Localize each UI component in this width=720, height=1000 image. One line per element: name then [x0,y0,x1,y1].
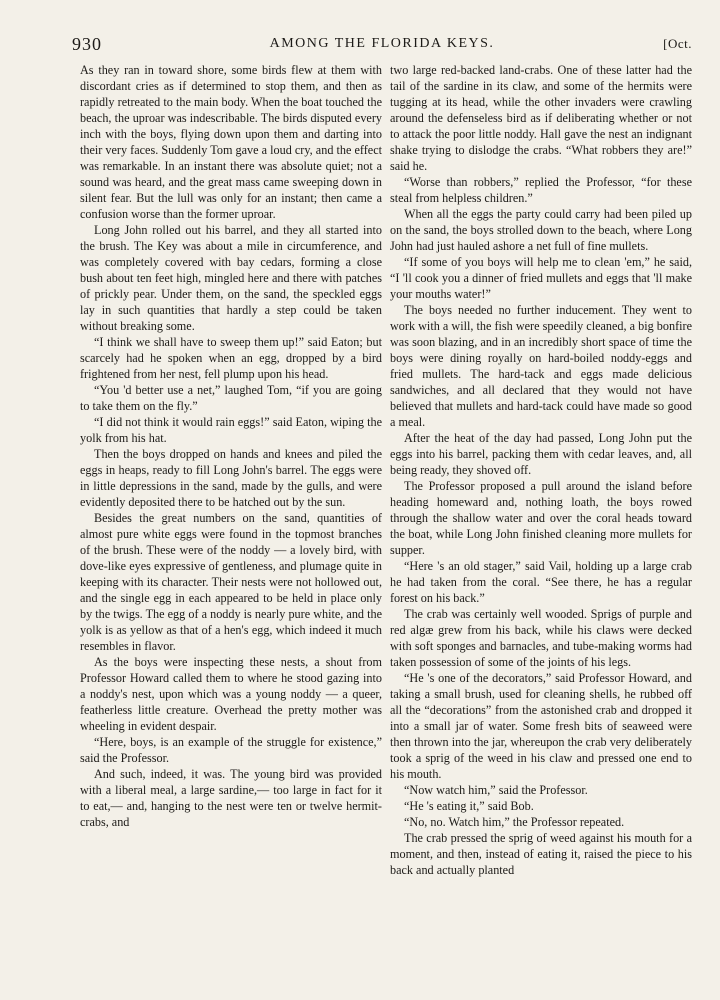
paragraph: “Here, boys, is an example of the struggle for existence,” said the Professor. [80,735,382,765]
right-column [390,62,692,878]
paragraph: Then the boys dropped on hands and knees and piled the eggs in heaps, ready to fill Long John's barrel. The eggs were in little depressions in the sand, made by the gulls, and were evidently deposited there to be hatched out by the sun. [80,447,382,509]
running-title: AMONG THE FLORIDA KEYS. [269,36,495,51]
paragraph: “If some of you boys will help me to clean 'em,” he said, “I 'll cook you a dinner of fried mullets and eggs that 'll make your mouths water!” [390,255,692,301]
paragraph: The crab pressed the sprig of weed against his mouth for a moment, and then, instead of eating it, raised the piece to his back and actually planted [390,831,692,877]
paragraph: “You 'd better use a net,” laughed Tom, “if you are going to take them on the fly.” [80,383,382,413]
paragraph: “Here 's an old stager,” said Vail, holding up a large crab he had taken from the coral. “See there, he has a regular forest on his back.” [390,559,692,605]
left-column [80,62,382,830]
paragraph: “I think we shall have to sweep them up!” said Eaton; but scarcely had he spoken when an egg, dropped by a bird frightened from her nest, fell plump upon his head. [80,335,382,381]
paragraph: The Professor proposed a pull around the island before heading homeward and, nothing loath, the boys rowed through the shallow water and over the coral heads toward the boat, while Long John finished cleaning more mullets for supper. [390,479,692,557]
paragraph: Long John rolled out his barrel, and they all started into the brush. The Key was about a mile in circumference, and was completely covered with bay cedars, forming a close bush about ten feet high, mingled here and there with patches of prickly pear. Under them, on the sand, the speckled eggs lay in such quantities that hardly a step could be taken without breaking some. [80,223,382,333]
paragraph: As they ran in toward shore, some birds flew at them with discordant cries as if determined to stop them, and then as rapidly retreated to the main body. When the boat touched the beach, the uproar was indescribable. The birds disputed every inch with the boys, flying down upon them and darting into their very faces. Suddenly Tom gave a loud cry, and the effect was remarkable. In an instant there was absolute quiet; not a sound was heard, and the great mass came sweeping down in silent fear. But the lull was only for an instant; then came a confusion worse than the former uproar. [80,63,382,221]
paragraph: After the heat of the day had passed, Long John put the eggs into his barrel, packing them with cedar leaves, and, all being ready, they shoved off. [390,431,692,477]
paragraph: As the boys were inspecting these nests, a shout from Professor Howard called them to where he stood gazing into a noddy's nest, upon which was a young noddy — a queer, featherless little creature. Overhead the pretty mother was wheeling in evident despair. [80,655,382,733]
running-header [72,32,692,54]
page-number: 930 [72,34,102,54]
paragraph: “He 's eating it,” said Bob. [404,799,534,813]
paragraph: The boys needed no further inducement. They went to work with a will, the fish were speedily cleaned, a big bonfire was soon blazing, and in an incredibly short space of time the boys were dining royally on hard-boiled noddy-eggs and fried mullets. The hard-tack and eggs made delicious sandwiches, and all declared that they would not have believed that mullets and hard-tack could have made so good a meal. [390,303,692,429]
paragraph: “Now watch him,” said the Professor. [404,783,588,797]
paragraph: The crab was certainly well wooded. Sprigs of purple and red algæ grew from his back, while his claws were decked with soft sponges and barnacles, and tube-making worms had taken possession of some of the joints of his legs. [390,607,692,669]
paragraph: two large red-backed land-crabs. One of these latter had the tail of the sardine in its claw, and some of the hermits were tugging at its head, while the other invaders were crawling around the defenseless bird as if deliberating whether or not to attack the poor little noddy. Hall gave the nest an indignant shake trying to dislodge the crabs. “What robbers they are!” said he. [390,63,692,173]
issue-month: [Oct. [663,36,692,51]
paragraph: “I did not think it would rain eggs!” said Eaton, wiping the yolk from his hat. [80,415,382,445]
paragraph: “Worse than robbers,” replied the Professor, “for these steal from helpless children.” [390,175,692,205]
paragraph: And such, indeed, it was. The young bird was provided with a liberal meal, a large sardine,— too large in fact for it to eat,— and, hanging to the nest were ten or twelve hermit-crabs, and [80,767,382,829]
paragraph: When all the eggs the party could carry had been piled up on the sand, the boys strolled down to the beach, where Long John had just hauled ashore a net full of fine mullets. [390,207,692,253]
paragraph: “No, no. Watch him,” the Professor repeated. [404,815,625,829]
paragraph: Besides the great numbers on the sand, quantities of almost pure white eggs were found in the topmost branches of the brush. These were of the noddy — a lovely bird, with dove-like eyes expressive of gentleness, and plumage quite in keeping with its character. Their nests were not hollowed out, and the single egg in each appeared to be held in place only by the twigs. The egg of a noddy is nearly pure white, and the yolk is as yellow as that of a hen's egg, which indeed it much resembles in flavor. [80,511,382,653]
paragraph: “He 's one of the decorators,” said Professor Howard, and taking a small brush, used for cleaning shells, he rubbed off all the “decorations” from the astonished crab and dropped it into a small jar of water. Some fresh bits of seaweed were then thrown into the jar, whereupon the crab very deliberately took a sprig of the weed in his claw and pressed one end to his mouth. [390,671,692,781]
